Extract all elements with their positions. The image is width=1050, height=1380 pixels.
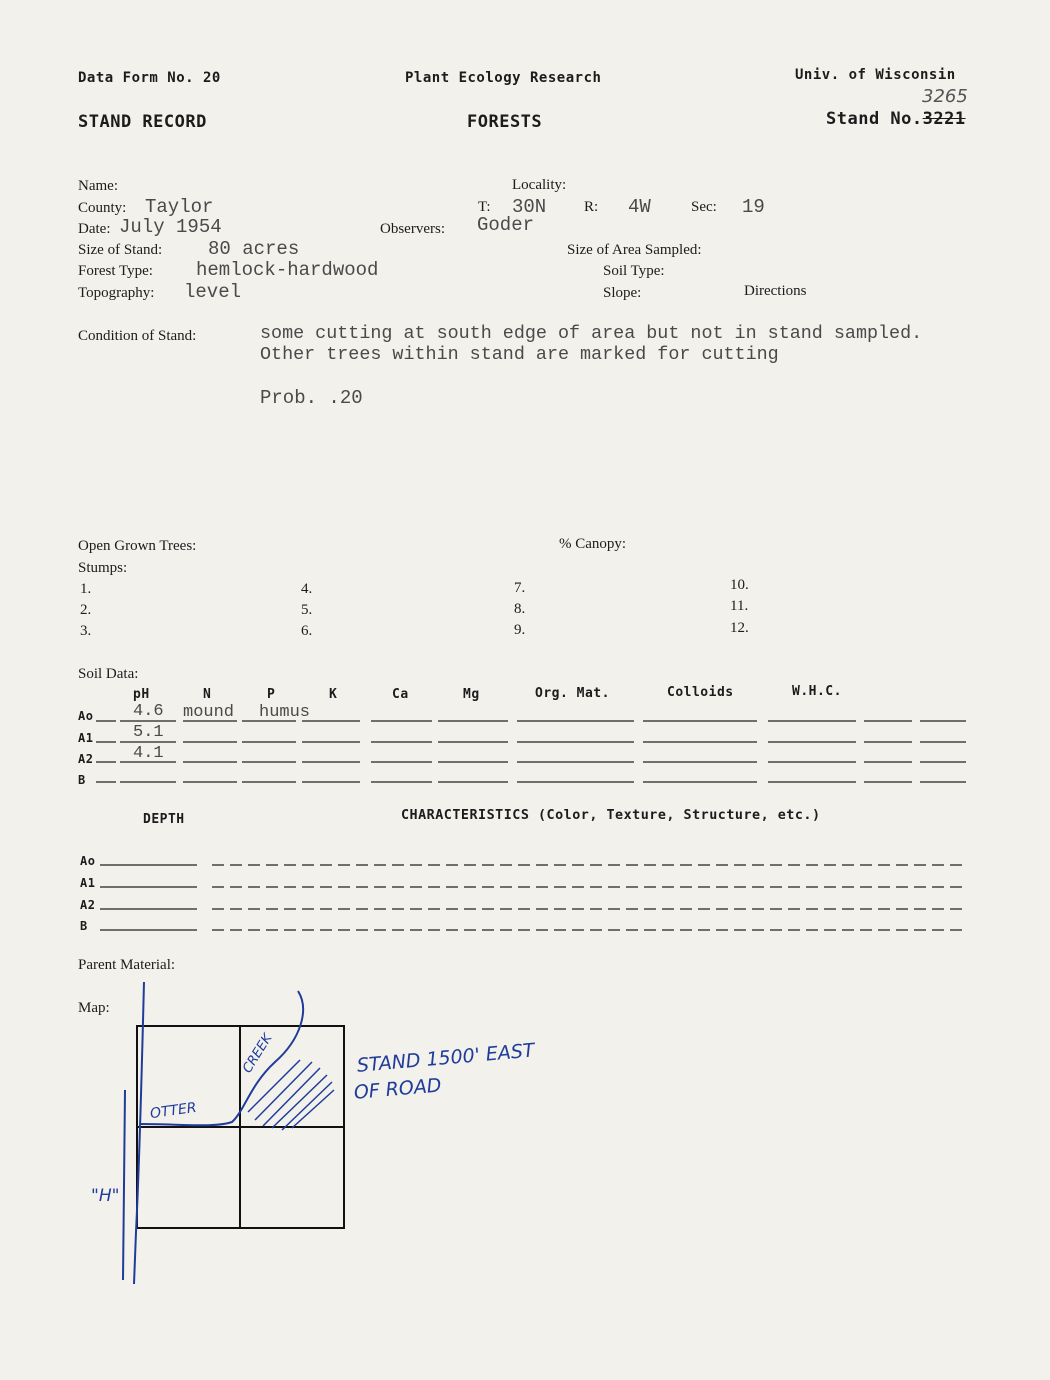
creek-label: CREEK: [240, 1031, 276, 1076]
slope-label: Slope:: [603, 285, 642, 301]
road-h-label: "H": [91, 1186, 120, 1206]
road-line: [134, 982, 144, 1284]
forest-type-value: hemlock-hardwood: [196, 259, 379, 281]
township-label: T:: [478, 199, 491, 215]
tree-number: 10.: [730, 577, 749, 593]
tree-number: 12.: [730, 620, 749, 636]
soil-col-k: K: [329, 687, 338, 702]
soil-col-org-mat: Org. Mat.: [535, 686, 610, 701]
soil-col-mg: Mg: [463, 687, 480, 702]
stand-number-label: Stand No.: [826, 109, 923, 129]
soil-col-ph: pH: [133, 687, 150, 702]
topography-label: Topography:: [78, 285, 155, 301]
forests-title: FORESTS: [467, 112, 543, 132]
soil-data-label: Soil Data:: [78, 666, 139, 682]
probability: Prob. .20: [260, 387, 363, 409]
topography-value: level: [184, 281, 242, 303]
stumps-label: Stumps:: [78, 560, 128, 576]
soil-table-rules: [96, 721, 966, 782]
directions-label: Directions: [744, 283, 807, 299]
soil-p-value: humus: [259, 703, 311, 722]
soil-row-horizon: A1: [78, 731, 94, 745]
observers-label: Observers:: [380, 221, 445, 237]
depth-row-label: Ao: [80, 854, 96, 868]
soil-row-horizon: A2: [78, 752, 94, 766]
soil-row-horizon: Ao: [78, 709, 94, 723]
tree-number: 7.: [514, 580, 526, 596]
soil-col-ca: Ca: [392, 687, 409, 702]
characteristics-label: CHARACTERISTICS (Color, Texture, Structure, etc.): [401, 808, 821, 823]
soil-ph-value: 5.1: [133, 723, 164, 742]
map-handwriting: [123, 982, 334, 1284]
range-label: R:: [584, 199, 599, 215]
condition-line-1: some cutting at south edge of area but not in stand sampled.: [260, 323, 923, 344]
otter-label: OTTER: [149, 1099, 198, 1123]
tree-number: 8.: [514, 601, 526, 617]
size-of-stand-label: Size of Stand:: [78, 242, 163, 258]
forest-type-label: Forest Type:: [78, 263, 153, 279]
county-label: County:: [78, 200, 127, 216]
map-note-line-1: STAND 1500' EAST: [356, 1039, 536, 1077]
map-section-grid: [137, 1026, 344, 1228]
depth-row-label: B: [80, 919, 88, 933]
locality-label: Locality:: [512, 177, 567, 193]
open-grown-trees-label: Open Grown Trees:: [78, 538, 197, 554]
area-sampled-label: Size of Area Sampled:: [567, 242, 702, 258]
section-value: 19: [742, 196, 765, 218]
soil-col-whc: W.H.C.: [792, 684, 842, 699]
soil-type-label: Soil Type:: [603, 263, 665, 279]
road-line: [123, 1090, 125, 1280]
map-note-line-2: OF ROAD: [353, 1074, 443, 1104]
form-number: Data Form No. 20: [78, 70, 221, 86]
tree-number: 9.: [514, 622, 526, 638]
soil-col-colloids: Colloids: [667, 685, 734, 700]
soil-row-horizon: B: [78, 773, 86, 787]
tree-number: 6.: [301, 623, 313, 639]
soil-ph-value: 4.6: [133, 702, 164, 721]
observers-value: Goder: [477, 214, 535, 236]
tree-number: 5.: [301, 602, 313, 618]
stand-hatching: [248, 1060, 334, 1130]
depth-rules: [100, 865, 965, 930]
tree-number: 11.: [730, 598, 749, 614]
depth-label: DEPTH: [143, 812, 185, 827]
stand-number-handwritten: 3265: [922, 86, 968, 107]
soil-n-value: mound: [183, 703, 235, 722]
map-label: Map:: [78, 1000, 110, 1016]
stand-number-struck: 3221: [922, 109, 966, 129]
canopy-label: % Canopy:: [559, 536, 627, 552]
parent-material-label: Parent Material:: [78, 957, 176, 973]
county-value: Taylor: [145, 196, 214, 218]
size-of-stand-value: 80 acres: [208, 238, 300, 260]
section-label: Sec:: [691, 199, 717, 215]
soil-col-n: N: [203, 687, 212, 702]
research-title: Plant Ecology Research: [405, 70, 602, 86]
tree-number: 3.: [80, 623, 92, 639]
university-name: Univ. of Wisconsin: [795, 67, 956, 83]
tree-number: 1.: [80, 581, 92, 597]
range-value: 4W: [628, 196, 651, 218]
soil-col-p: P: [267, 687, 276, 702]
condition-label: Condition of Stand:: [78, 328, 197, 344]
soil-ph-value: 4.1: [133, 744, 164, 763]
name-label: Name:: [78, 178, 118, 194]
township-value: 30N: [512, 196, 547, 218]
date-label: Date:: [78, 221, 111, 237]
tree-number: 4.: [301, 581, 313, 597]
date-value: July 1954: [119, 216, 222, 238]
tree-number: 2.: [80, 602, 92, 618]
condition-line-2: Other trees within stand are marked for cutting: [260, 344, 779, 365]
depth-row-label: A2: [80, 898, 96, 912]
stand-record-title: STAND RECORD: [78, 112, 207, 132]
depth-row-label: A1: [80, 876, 96, 890]
